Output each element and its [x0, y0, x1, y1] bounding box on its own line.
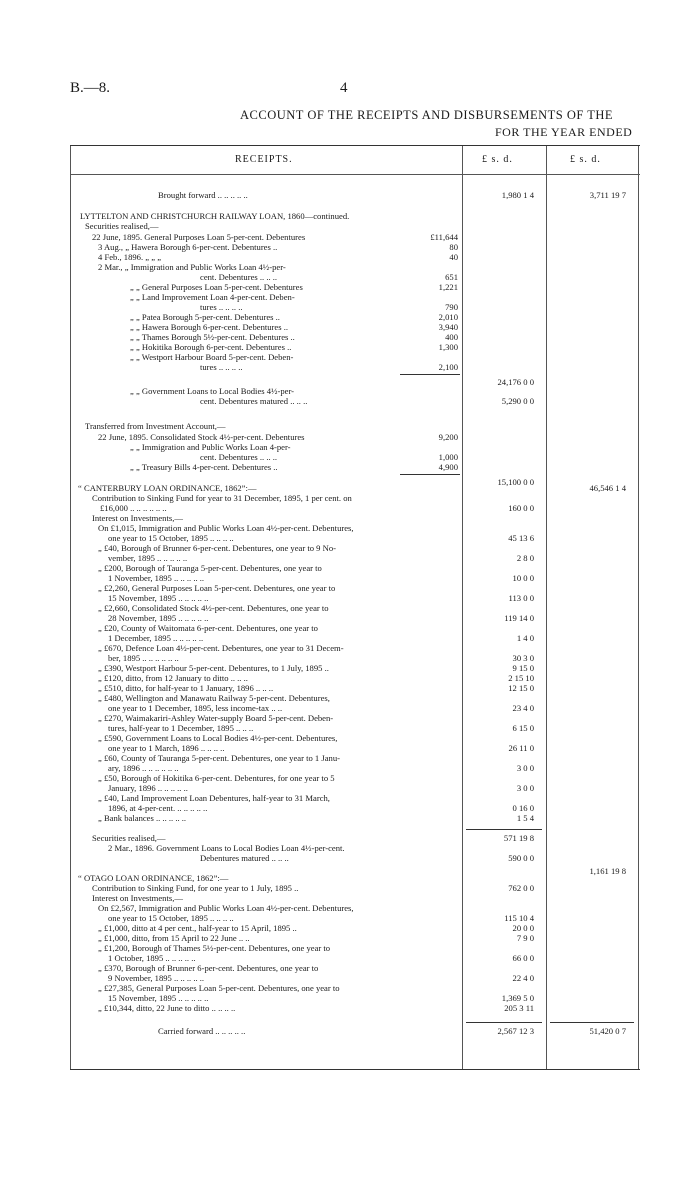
entry-text: tures .. .. .. ..: [200, 302, 243, 312]
entry-text: „ £480, Wellington and Manawatu Railway 5-per-cent. Debentures,: [98, 693, 330, 703]
amount-column-1: 115 10 4: [504, 913, 534, 923]
entry-text: 15 November, 1895 .. .. .. .. ..: [108, 593, 209, 603]
entry-text: „ £2,260, General Purposes Loan 5-per-cent. Debentures, one year to: [98, 583, 336, 593]
entry-text: 9 November, 1895 .. .. .. .. ..: [108, 973, 205, 983]
entry-text: Interest on Investments,—: [92, 893, 183, 903]
amount-column-1: 45 13 6: [508, 533, 534, 543]
entry-text: one year to 1 March, 1896 .. .. .. ..: [108, 743, 225, 753]
entry-text: „ £270, Waimakariri-Ashley Water-supply Board 5-per-cent. Deben-: [98, 713, 334, 723]
entry-text: Contribution to Sinking Fund, for one year to 1 July, 1895 ..: [92, 883, 299, 893]
entry-text: 1 October, 1895 .. .. .. .. ..: [108, 953, 196, 963]
entry-text: Interest on Investments,—: [92, 513, 183, 523]
entry-text: ary, 1896 .. .. .. .. .. ..: [108, 763, 179, 773]
amount-column-1: 66 0 0: [512, 953, 534, 963]
receipts-table: [70, 145, 640, 1070]
amount-column-2: 3,711 19 7: [589, 190, 626, 200]
account-title-line1: ACCOUNT OF THE RECEIPTS AND DISBURSEMENTS OF THE: [240, 108, 614, 122]
entry-text: „ „ Government Loans to Local Bodies 4½-per-: [130, 386, 295, 396]
amount-column-1: 113 0 0: [508, 593, 534, 603]
amount-column-header-1: £ s. d.: [482, 154, 513, 165]
entry-text: „ £1,200, Borough of Thames 5½-per-cent. Debentures, one year to: [98, 943, 331, 953]
entry-text: „ £200, Borough of Tauranga 5-per-cent. Debentures, one year to: [98, 563, 322, 573]
account-title-line2: FOR THE YEAR ENDED: [495, 125, 633, 139]
amount-column-1: 30 3 0: [512, 653, 534, 663]
entry-subamount: 4,900: [438, 462, 458, 472]
entry-text: „ £40, Borough of Brunner 6-per-cent. Debentures, one year to 9 No-: [98, 543, 336, 553]
entry-text: „ „ Westport Harbour Board 5-per-cent. Deben-: [130, 352, 294, 362]
amount-column-1: 2 15 10: [508, 673, 534, 683]
entry-text: one year to 1 December, 1895, less income-tax .. ..: [108, 703, 283, 713]
entry-subamount: £11,644: [430, 232, 458, 242]
amount-column-1: 0 16 0: [512, 803, 534, 813]
entry-text: Debentures matured .. .. ..: [200, 853, 289, 863]
entry-text: „ „ Hawera Borough 6-per-cent. Debentures ..: [130, 322, 289, 332]
entry-text: 28 November, 1895 .. .. .. .. ..: [108, 613, 209, 623]
entry-text: tures .. .. .. ..: [200, 362, 243, 372]
entry-text: 22 June, 1895. Consolidated Stock 4½-per-cent. Debentures: [98, 432, 305, 442]
entry-text: „ „ Land Improvement Loan 4-per-cent. Deben-: [130, 292, 295, 302]
receipts-column-header: RECEIPTS.: [235, 154, 293, 165]
entry-text: On £2,567, Immigration and Public Works Loan 4½-per-cent. Debentures,: [98, 903, 354, 913]
amount-column-1: 5,290 0 0: [501, 396, 534, 406]
entry-text: Securities realised,—: [85, 221, 159, 231]
amount-column-1: 160 0 0: [508, 503, 534, 513]
entry-subamount: 40: [449, 252, 458, 262]
amount-column-1: 12 15 0: [508, 683, 534, 693]
entry-text: Securities realised,—: [92, 833, 166, 843]
carried-forward-rule-1: [466, 1022, 542, 1023]
entry-subamount: 651: [445, 272, 458, 282]
entry-text: „ £2,660, Consolidated Stock 4½-per-cent. Debentures, one year to: [98, 603, 329, 613]
entry-text: „ £1,000, ditto at 4 per cent., half-year to 15 April, 1895 ..: [98, 923, 297, 933]
entry-text: Brought forward .. .. .. .. ..: [158, 190, 248, 200]
entry-text: Carried forward .. .. .. .. ..: [158, 1026, 246, 1036]
amount-column-1: 571 19 8: [503, 833, 534, 843]
entry-text: „ £590, Government Loans to Local Bodies 4½-per-cent. Debentures,: [98, 733, 338, 743]
entry-text: 1 November, 1895 .. .. .. .. ..: [108, 573, 205, 583]
entry-text: 3 Aug., „ Hawera Borough 6-per-cent. Debentures ..: [98, 242, 278, 252]
amount-column-2: 1,161 19 8: [589, 866, 626, 876]
entry-text: „ £40, Land Improvement Loan Debentures, half-year to 31 March,: [98, 793, 330, 803]
entry-text: cent. Debentures matured .. .. ..: [200, 396, 308, 406]
subtotal-rule-1: [400, 374, 460, 375]
entry-subamount: 80: [449, 242, 458, 252]
entry-text: tures, half-year to 1 December, 1895 .. .. ..: [108, 723, 254, 733]
entry-text: „ £10,344, ditto, 22 June to ditto .. .. .. ..: [98, 1003, 236, 1013]
amount-column-1: 1,369 5 0: [501, 993, 534, 1003]
entry-subamount: 3,940: [438, 322, 458, 332]
entry-text: „ £670, Defence Loan 4½-per-cent. Debentures, one year to 31 Decem-: [98, 643, 344, 653]
amount-column-1: 24,176 0 0: [497, 377, 534, 387]
entry-subamount: 1,221: [438, 282, 458, 292]
entry-text: 4 Feb., 1896. „ „ „: [98, 252, 162, 262]
entry-text: £16,000 .. .. .. .. .. ..: [100, 503, 167, 513]
entry-text: LYTTELTON AND CHRISTCHURCH RAILWAY LOAN, 1860—continued.: [80, 211, 350, 221]
entry-text: „ „ Immigration and Public Works Loan 4-per-: [130, 442, 291, 452]
amount-column-2: 51,420 0 7: [589, 1026, 626, 1036]
entry-text: „ „ Hokitika Borough 6-per-cent. Debentures ..: [130, 342, 292, 352]
entry-text: 2 Mar., 1896. Government Loans to Local Bodies Loan 4½-per-cent.: [108, 843, 345, 853]
entry-subamount: 9,200: [438, 432, 458, 442]
entry-text: „ „ Patea Borough 5-per-cent. Debentures ..: [130, 312, 280, 322]
entry-text: „ £50, Borough of Hokitika 6-per-cent. Debentures, for one year to 5: [98, 773, 335, 783]
subtotal-rule-2: [400, 474, 460, 475]
entry-subamount: 1,000: [438, 452, 458, 462]
entry-text: 2 Mar., „ Immigration and Public Works Loan 4½-per-: [98, 262, 286, 272]
column-divider-2: [546, 146, 547, 1069]
amount-column-1: 7 9 0: [516, 933, 534, 943]
entry-text: cent. Debentures .. .. ..: [200, 452, 278, 462]
amount-column-1: 26 11 0: [508, 743, 534, 753]
amount-column-2: 46,546 1 4: [589, 483, 626, 493]
amount-column-1: 1,980 1 4: [501, 190, 534, 200]
entry-text: “ CANTERBURY LOAN ORDINANCE, 1862”:—: [78, 483, 257, 493]
amount-column-1: 590 0 0: [508, 853, 534, 863]
entry-text: 22 June, 1895. General Purposes Loan 5-per-cent. Debentures: [92, 232, 306, 242]
entry-subamount: 1,300: [438, 342, 458, 352]
amount-column-1: 762 0 0: [508, 883, 534, 893]
entry-text: „ £27,385, General Purposes Loan 5-per-cent. Debentures, one year to: [98, 983, 340, 993]
entry-text: ber, 1895 .. .. .. .. .. ..: [108, 653, 179, 663]
entry-subamount: 790: [445, 302, 458, 312]
entry-text: „ Bank balances .. .. .. .. ..: [98, 813, 187, 823]
entry-text: „ £510, ditto, for half-year to 1 January, 1896 .. .. ..: [98, 683, 274, 693]
page-number: 4: [340, 80, 348, 96]
subtotal-rule-3: [466, 829, 542, 830]
entry-text: vember, 1895 .. .. .. .. ..: [108, 553, 188, 563]
amount-column-1: 205 3 11: [504, 1003, 534, 1013]
entry-text: 1896, at 4-per-cent. .. .. .. .. ..: [108, 803, 208, 813]
amount-column-1: 3 0 0: [516, 783, 534, 793]
amount-column-1: 3 0 0: [516, 763, 534, 773]
entry-text: one year to 15 October, 1895 .. .. .. ..: [108, 913, 234, 923]
amount-column-1: 119 14 0: [504, 613, 534, 623]
entry-text: “ OTAGO LOAN ORDINANCE, 1862”:—: [78, 873, 229, 883]
entry-text: January, 1896 .. .. .. .. ..: [108, 783, 188, 793]
entry-text: one year to 15 October, 1895 .. .. .. ..: [108, 533, 234, 543]
entry-text: cent. Debentures .. .. ..: [200, 272, 278, 282]
amount-column-1: 6 15 0: [512, 723, 534, 733]
carried-forward-rule-2: [550, 1022, 634, 1023]
column-divider-1: [462, 146, 463, 1069]
entry-text: „ £370, Borough of Brunner 6-per-cent. Debentures, one year to: [98, 963, 319, 973]
entry-text: „ „ General Purposes Loan 5-per-cent. Debentures: [130, 282, 303, 292]
entry-text: „ £60, County of Tauranga 5-per-cent. Debentures, one year to 1 Janu-: [98, 753, 340, 763]
header-rule: [70, 174, 640, 175]
left-border: [70, 146, 71, 1069]
entry-text: 15 November, 1895 .. .. .. .. ..: [108, 993, 209, 1003]
amount-column-1: 22 4 0: [512, 973, 534, 983]
entry-text: On £1,015, Immigration and Public Works Loan 4½-per-cent. Debentures,: [98, 523, 354, 533]
entry-subamount: 2,100: [438, 362, 458, 372]
amount-column-1: 2,567 12 3: [497, 1026, 534, 1036]
amount-column-1: 1 4 0: [516, 633, 534, 643]
document-reference: B.—8.: [70, 80, 111, 96]
entry-text: „ £390, Westport Harbour 5-per-cent. Debentures, to 1 July, 1895 ..: [98, 663, 329, 673]
amount-column-1: 1 5 4: [516, 813, 534, 823]
entry-text: Transferred from Investment Account,—: [85, 421, 226, 431]
amount-column-1: 10 0 0: [512, 573, 534, 583]
amount-column-1: 15,100 0 0: [497, 477, 534, 487]
entry-text: „ £120, ditto, from 12 January to ditto .. .. ..: [98, 673, 248, 683]
entry-text: 1 December, 1895 .. .. .. .. ..: [108, 633, 204, 643]
entry-text: „ £1,000, ditto, from 15 April to 22 June .. ..: [98, 933, 250, 943]
right-border: [638, 146, 639, 1069]
amount-column-1: 2 8 0: [516, 553, 534, 563]
entry-subamount: 2,010: [438, 312, 458, 322]
amount-column-1: 20 0 0: [512, 923, 534, 933]
entry-text: Contribution to Sinking Fund for year to 31 December, 1895, 1 per cent. on: [92, 493, 352, 503]
amount-column-header-2: £ s. d.: [570, 154, 601, 165]
entry-text: „ „ Thames Borough 5½-per-cent. Debentures ..: [130, 332, 295, 342]
entry-text: „ £20, County of Waitomata 6-per-cent. Debentures, one year to: [98, 623, 318, 633]
amount-column-1: 9 15 0: [512, 663, 534, 673]
amount-column-1: 23 4 0: [512, 703, 534, 713]
entry-subamount: 400: [445, 332, 458, 342]
entry-text: „ „ Treasury Bills 4-per-cent. Debentures ..: [130, 462, 278, 472]
